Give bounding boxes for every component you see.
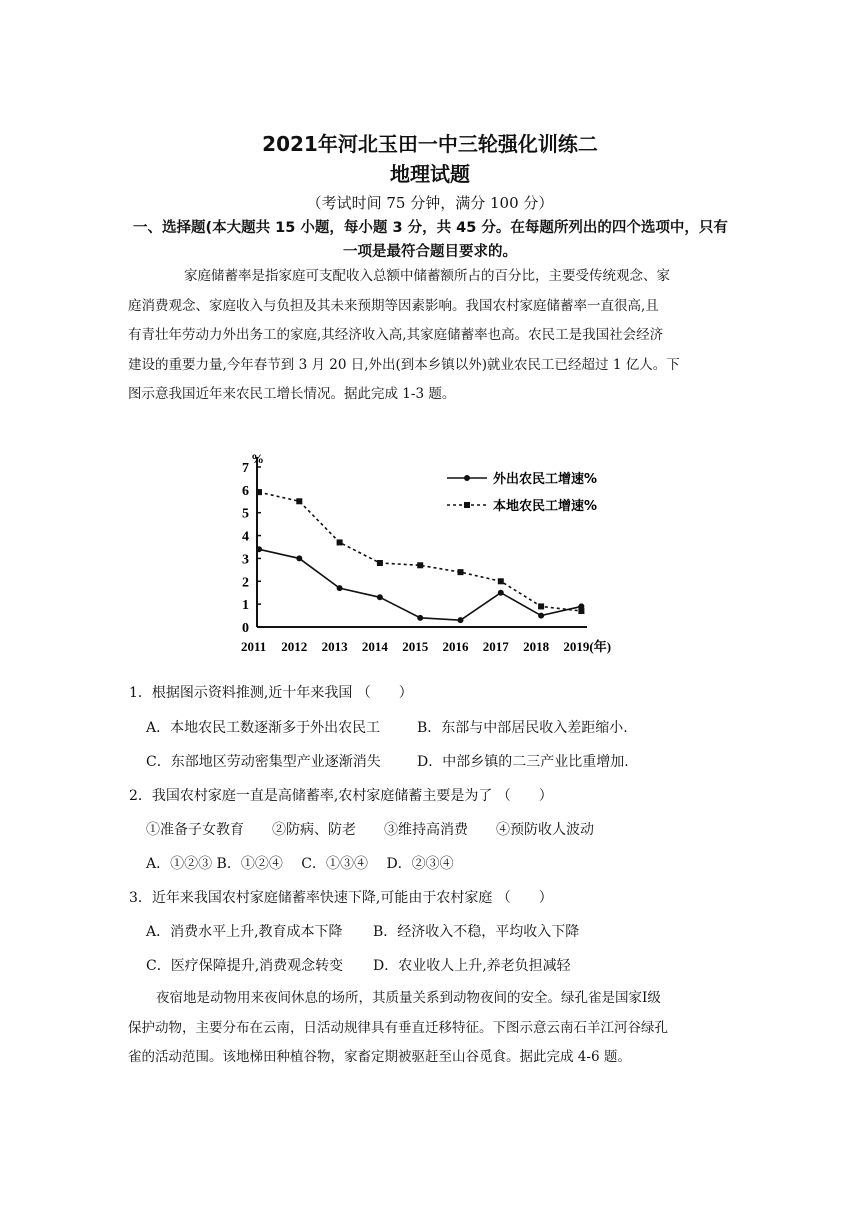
series-1-point — [417, 615, 423, 621]
y-tick-label: 5 — [242, 506, 249, 522]
series-2-point — [417, 562, 423, 568]
question-2-options: A．①②③ B．①②④ C．①③④ D．②③④ — [146, 856, 454, 872]
passage-1-line: 建设的重要力量,今年春节到 3 月 20 日,外出(到本乡镇以外)就业农民工已经超过 1 亿人。下 — [128, 356, 680, 373]
passage-2 — [128, 984, 734, 1073]
section-heading-cont: 一项是最符合题目要求的。 — [343, 244, 517, 260]
passage-1-line: 庭消费观念、家庭收入与负担及其未来预期等因素影响。我国农村家庭储蓄率一直很高,且 — [128, 297, 659, 314]
exam-title: 2021年河北玉田一中三轮强化训练二 — [262, 132, 598, 156]
question-1-option-b: B．东部与中部居民收入差距缩小. — [417, 720, 628, 736]
y-tick-label: 0 — [242, 621, 249, 636]
series-1-point — [498, 590, 504, 596]
legend-marker-2 — [464, 502, 470, 508]
section-heading: 一、选择题(本大题共 15 小题，每小题 3 分，共 45 分。在每题所列出的四个选项中，只有 — [133, 220, 728, 236]
x-tick-label: 2013 — [321, 639, 348, 654]
series-1-point — [538, 613, 544, 619]
series-1-point — [256, 546, 262, 552]
question-1-option-d: D．中部乡镇的二三产业比重增加. — [417, 754, 629, 770]
passage-1-line: 有青壮年劳动力外出务工的家庭,其经济收入高,其家庭储蓄率也高。农民工是我国社会经济 — [128, 327, 664, 343]
series-2-point — [256, 489, 262, 495]
question-1-option-c: C．东部地区劳动密集型产业逐渐消失 — [146, 754, 381, 770]
question-2-stem: 2．我国农村家庭一直是高储蓄率,农村家庭储蓄主要是为了 （ ） — [129, 788, 553, 804]
question-3-option-b: B．经济收入不稳，平均收入下降 — [373, 924, 580, 940]
y-tick-label: 6 — [242, 483, 249, 499]
series-1-point — [458, 617, 464, 623]
series-1-point — [296, 555, 302, 561]
question-3-option-c: C．医疗保障提升,消费观念转变 — [146, 958, 344, 974]
question-3-stem: 3．近年来我国农村家庭储蓄率快速下降,可能由于农村家庭 （ ） — [129, 890, 553, 906]
passage-1-line: 家庭储蓄率是指家庭可支配收入总额中储蓄额所占的百分比，主要受传统观念、家 — [184, 268, 670, 284]
y-tick-label: 1 — [242, 598, 249, 614]
passage-2-line: 夜宿地是动物用来夜间休息的场所，其质量关系到动物夜间的安全。绿孔雀是国家Ⅰ级 — [156, 990, 661, 1006]
y-axis-unit: % — [251, 451, 264, 466]
x-tick-label: 2015 — [402, 639, 429, 654]
question-3-option-a: A．消费水平上升,教育成本下降 — [146, 924, 343, 940]
series-2-point — [538, 603, 544, 609]
legend-marker-1 — [464, 475, 470, 481]
passage-1-line: 图示意我国近年来农民工增长情况。据此完成 1-3 题。 — [128, 386, 456, 402]
passage-1 — [128, 262, 734, 410]
series-2-point — [377, 560, 383, 566]
x-tick-label: 2011 — [241, 639, 267, 654]
migrant-worker-growth-chart — [225, 445, 625, 665]
exam-time-note: （考试时间 75 分钟，满分 100 分） — [306, 194, 554, 212]
question-1-option-a: A．本地农民工数逐渐多于外出农民工 — [146, 720, 381, 736]
exam-subject: 地理试题 — [390, 162, 470, 186]
series-2-point — [458, 569, 464, 575]
x-tick-label: 2012 — [281, 639, 308, 654]
series-line-1 — [259, 549, 581, 620]
y-tick-label: 2 — [242, 575, 249, 591]
series-2-point — [296, 498, 302, 504]
legend-label-1: 外出农民工增速% — [493, 472, 598, 487]
series-1-point — [377, 594, 383, 600]
y-tick-label: 7 — [242, 461, 249, 476]
passage-2-line: 保护动物，主要分布在云南，日活动规律具有垂直迁移特征。下图示意云南石羊江河谷绿孔 — [128, 1019, 668, 1036]
x-tick-label: 2014 — [361, 639, 388, 654]
x-tick-label: 2018 — [523, 639, 550, 654]
series-2-point — [498, 578, 504, 584]
series-2-point — [578, 608, 584, 614]
series-1-point — [337, 585, 343, 591]
question-1-stem: 1．根据图示资料推测,近十年来我国 （ ） — [129, 685, 413, 701]
legend-label-2: 本地农民工增速% — [493, 499, 598, 514]
x-tick-label: 2016 — [442, 639, 469, 654]
question-3-option-d: D．农业收人上升,养老负担减轻 — [373, 958, 571, 974]
passage-2-line: 雀的活动范围。该地梯田种植谷物，家畜定期被驱赶至山谷觅食。据此完成 4-6 题。 — [128, 1049, 631, 1065]
x-tick-label: 2019(年) — [563, 639, 612, 654]
y-tick-label: 4 — [242, 529, 249, 545]
y-tick-label: 3 — [242, 552, 249, 568]
series-2-point — [337, 539, 343, 545]
x-tick-label: 2017 — [482, 639, 509, 654]
question-2-items: ①准备子女教育 ②防病、防老 ③维持高消费 ④预防收人波动 — [146, 822, 594, 838]
